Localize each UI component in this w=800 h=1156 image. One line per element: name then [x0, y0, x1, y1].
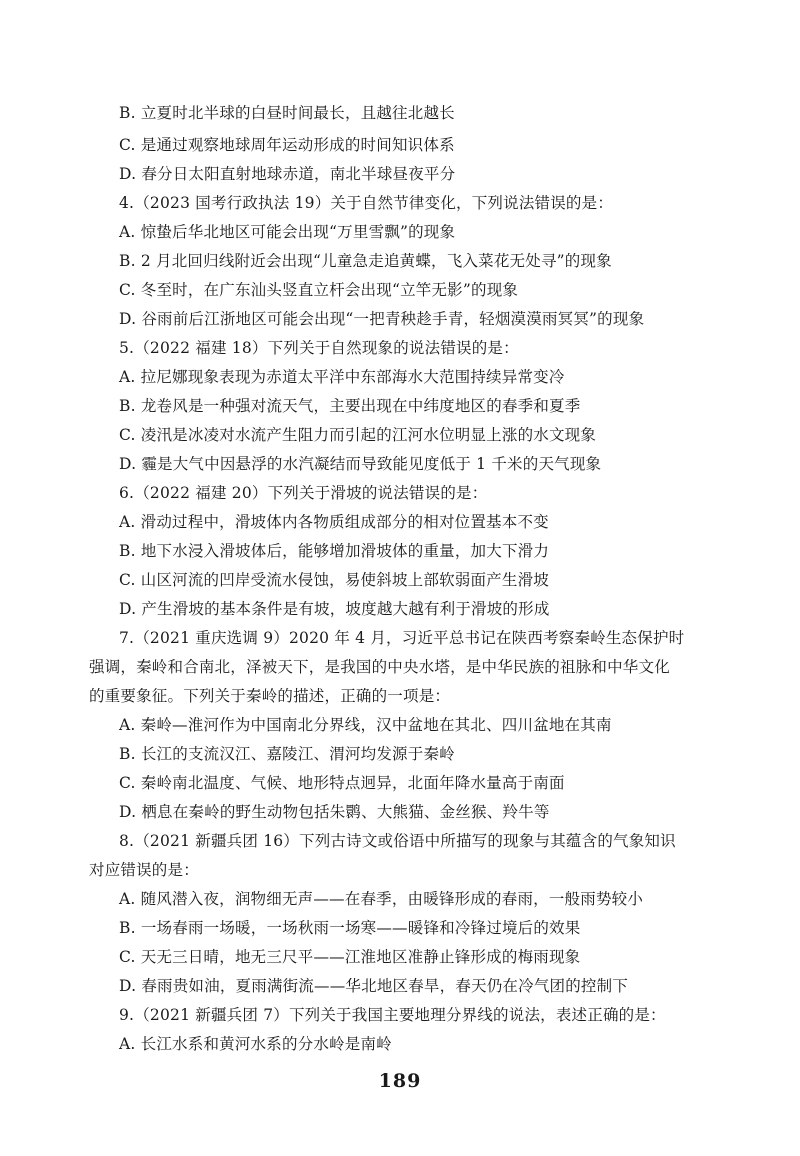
option-line: B. 2 月北回归线附近会出现“儿童急走追黄蝶，飞入菜花无处寻”的现象 — [119, 252, 612, 270]
option-line: D. 霾是大气中因悬浮的水汽凝结而导致能见度低于 1 千米的天气现象 — [119, 455, 602, 473]
option-line: D. 谷雨前后江浙地区可能会出现“一把青秧趁手青，轻烟漠漠雨冥冥”的现象 — [119, 310, 645, 328]
question-stem: 5.（2022 福建 18）下列关于自然现象的说法错误的是： — [119, 339, 519, 357]
option-line: C. 冬至时，在广东汕头竖直立杆会出现“立竿无影”的现象 — [119, 281, 519, 299]
option-line: A. 惊蛰后华北地区可能会出现“万里雪飘”的现象 — [119, 223, 456, 241]
option-line: D. 产生滑坡的基本条件是有坡，坡度越大越有利于滑坡的形成 — [119, 600, 550, 618]
option-line: C. 是通过观察地球周年运动形成的时间知识体系 — [119, 136, 455, 154]
option-line: C. 山区河流的凹岸受流水侵蚀，易使斜坡上部软弱面产生滑坡 — [119, 571, 549, 589]
question-stem-continued: 对应错误的是： — [89, 861, 199, 879]
option-line: A. 拉尼娜现象表现为赤道太平洋中东部海水大范围持续异常变冷 — [119, 368, 565, 386]
question-stem: 7.（2021 重庆选调 9）2020 年 4 月，习近平总书记在陕西考察秦岭生态保护时 — [119, 629, 685, 647]
option-line: B. 龙卷风是一种强对流天气，主要出现在中纬度地区的春季和夏季 — [119, 397, 581, 415]
option-line: B. 地下水浸入滑坡体后，能够增加滑坡体的重量，加大下滑力 — [119, 542, 550, 560]
option-line: A. 长江水系和黄河水系的分水岭是南岭 — [119, 1035, 392, 1053]
option-line: C. 天无三日晴，地无三尺平——江淮地区准静止锋形成的梅雨现象 — [119, 948, 581, 966]
option-line: B. 一场春雨一场暖，一场秋雨一场寒——暖锋和冷锋过境后的效果 — [119, 919, 581, 937]
page-number: 189 — [378, 1070, 422, 1092]
option-line: C. 秦岭南北温度、气候、地形特点迥异，北面年降水量高于南面 — [119, 774, 565, 792]
question-stem: 4.（2023 国考行政执法 19）关于自然节律变化，下列说法错误的是： — [119, 194, 614, 212]
question-stem: 8.（2021 新疆兵团 16）下列古诗文或俗语中所描写的现象与其蕴含的气象知识 — [119, 832, 676, 850]
question-stem-continued: 的重要象征。下列关于秦岭的描述，正确的一项是： — [89, 687, 451, 705]
question-stem: 9.（2021 新疆兵团 7）下列关于我国主要地理分界线的说法，表述正确的是： — [119, 1006, 666, 1024]
option-line: D. 栖息在秦岭的野生动物包括朱鹮、大熊猫、金丝猴、羚牛等 — [119, 803, 550, 821]
option-line: D. 春分日太阳直射地球赤道，南北半球昼夜平分 — [119, 165, 456, 183]
option-line: D. 春雨贵如油，夏雨满街流——华北地区春旱，春天仍在冷气团的控制下 — [119, 977, 629, 995]
option-line: B. 长江的支流汉江、嘉陵江、渭河均发源于秦岭 — [119, 745, 455, 763]
option-line: C. 凌汛是冰凌对水流产生阻力而引起的江河水位明显上涨的水文现象 — [119, 426, 597, 444]
option-line: B. 立夏时北半球的白昼时间最长，且越往北越长 — [119, 104, 455, 122]
question-stem-continued: 强调，秦岭和合南北，泽被天下，是我国的中央水塔，是中华民族的祖脉和中华文化 — [89, 658, 670, 676]
option-line: A. 滑动过程中，滑坡体内各物质组成部分的相对位置基本不变 — [119, 513, 549, 531]
option-line: A. 随风潜入夜，润物细无声——在春季，由暖锋形成的春雨，一般雨势较小 — [119, 890, 644, 908]
option-line: A. 秦岭—淮河作为中国南北分界线，汉中盆地在其北、四川盆地在其南 — [119, 716, 612, 734]
question-stem: 6.（2022 福建 20）下列关于滑坡的说法错误的是： — [119, 484, 488, 502]
